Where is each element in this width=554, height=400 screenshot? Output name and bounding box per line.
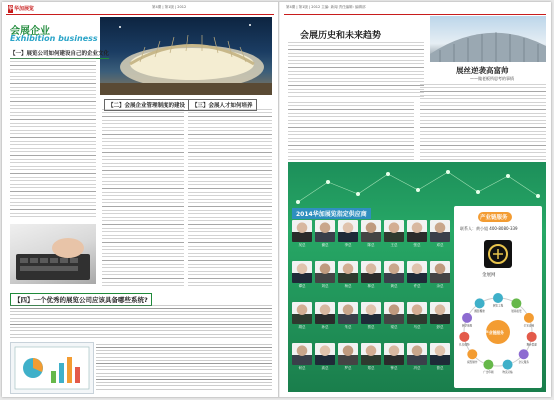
portrait-name: 张总	[413, 243, 421, 247]
portrait-photo	[338, 302, 358, 324]
supplier-portrait	[361, 343, 381, 371]
masthead-logo	[8, 4, 35, 13]
history-article-body	[288, 42, 424, 97]
left-page	[2, 2, 278, 397]
industry-chain-panel	[454, 206, 542, 388]
chain-node-label: 摄影摄像	[474, 309, 485, 313]
supplier-portrait	[430, 220, 450, 248]
building-photo	[430, 16, 546, 62]
portrait-name: 彭总	[436, 325, 444, 329]
portrait-photo	[292, 302, 312, 324]
supplier-portrait	[315, 302, 335, 330]
supplier-portrait	[338, 343, 358, 371]
portrait-name: 朱总	[344, 325, 352, 329]
article-2-body	[102, 109, 184, 289]
portrait-photo	[407, 220, 427, 242]
article-4-title: 【四】一个优秀的展览公司应该具备哪些系统?	[10, 293, 152, 306]
chain-title: 产业链服务	[480, 215, 508, 221]
portrait-name: 梁总	[390, 325, 398, 329]
supplier-portrait	[407, 302, 427, 330]
portrait-name: 余总	[436, 284, 444, 288]
article-4-body-continued	[96, 344, 272, 392]
supplier-portrait	[315, 343, 335, 371]
keyboard-photo	[10, 224, 96, 284]
portrait-name: 杨总	[344, 284, 352, 288]
chain-node-label: 舞台搭建	[526, 343, 537, 347]
portrait-name: 高总	[321, 366, 329, 370]
chain-logo-text: 金展网	[482, 273, 496, 278]
chain-node-label: 广告印刷	[483, 371, 494, 375]
chain-node	[519, 349, 529, 359]
supplier-portrait	[292, 343, 312, 371]
supplier-portrait	[292, 220, 312, 248]
portrait-photo	[430, 302, 450, 324]
chain-node	[503, 360, 513, 370]
left-page-header: 第4期 | 第1版 | 2012	[152, 5, 187, 9]
chain-node	[475, 298, 485, 308]
stadium-photo	[100, 17, 272, 95]
article-4-body	[10, 305, 272, 340]
portrait-photo	[292, 261, 312, 283]
portrait-name: 郑总	[367, 366, 375, 370]
portrait-photo	[361, 261, 381, 283]
chain-node-label: 展览工程	[492, 304, 504, 308]
portrait-name: 孙总	[321, 325, 329, 329]
portrait-photo	[338, 343, 358, 365]
section-title: 会展企业	[10, 26, 50, 37]
portrait-photo	[292, 220, 312, 242]
newspaper-spread	[2, 2, 551, 397]
supplier-banner	[288, 162, 546, 392]
chain-node	[462, 313, 472, 323]
article-2-title: 【二】会展企业管理制度的建设	[104, 99, 189, 111]
portrait-photo	[315, 220, 335, 242]
portrait-name: 何总	[298, 366, 306, 370]
chain-contact: 联系人：黄小姐 400-8080-339	[460, 226, 518, 231]
article-3-title: 【三】会展人才如何培养	[188, 99, 257, 111]
portrait-photo	[430, 343, 450, 365]
chain-node	[467, 349, 477, 359]
supplier-portrait	[430, 261, 450, 289]
portrait-name: 冯总	[413, 366, 421, 370]
section-subtitle: Exhibition business	[10, 34, 98, 43]
supplier-portrait	[407, 220, 427, 248]
portrait-name: 曾总	[436, 366, 444, 370]
supplier-portrait	[338, 302, 358, 330]
portrait-photo	[430, 261, 450, 283]
supplier-portrait	[292, 302, 312, 330]
chain-node-label: 灯光音响	[523, 324, 535, 328]
portrait-photo	[384, 261, 404, 283]
headline: 会展历史和未来趋势	[300, 31, 382, 41]
history-article-body-2	[288, 102, 414, 160]
portrait-name: 王总	[390, 243, 398, 247]
supplier-portrait	[407, 343, 427, 371]
right-page-header: 第4期 | 第1版 | 2012 主编: 新闻 责任编辑: 编辑部	[286, 5, 366, 9]
portrait-name: 谢总	[321, 243, 329, 247]
portrait-photo	[430, 220, 450, 242]
supplier-portrait	[315, 220, 335, 248]
gold-emblem-icon	[484, 240, 512, 268]
portrait-name: 邓总	[436, 243, 444, 247]
supplier-portrait	[361, 302, 381, 330]
article-1-body	[10, 58, 96, 218]
supplier-portrait	[407, 261, 427, 289]
chain-node-label: 会议服务	[518, 360, 529, 364]
supplier-portrait	[430, 302, 450, 330]
chain-node-label: 展会策划	[461, 324, 473, 328]
chain-node-label: 模型制作	[467, 360, 478, 364]
chain-center-label: 产业链服务	[485, 330, 504, 335]
portrait-photo	[361, 343, 381, 365]
chain-node	[524, 313, 534, 323]
portrait-photo	[338, 220, 358, 242]
portrait-name: 谭总	[298, 284, 306, 288]
supplier-portrait	[384, 302, 404, 330]
chain-node	[459, 332, 469, 342]
header-rule	[284, 14, 546, 15]
portrait-photo	[407, 343, 427, 365]
portrait-photo	[315, 261, 335, 283]
portrait-name: 林总	[367, 284, 375, 288]
keyboard-hand-illustration	[10, 224, 96, 284]
portrait-photo	[384, 343, 404, 365]
portrait-photo	[361, 302, 381, 324]
chain-node-label: 礼仪模特	[459, 343, 470, 347]
portrait-photo	[407, 302, 427, 324]
portrait-name: 李总	[344, 243, 352, 247]
supplier-portrait	[361, 220, 381, 248]
supplier-portrait	[338, 261, 358, 289]
right-page	[280, 2, 551, 397]
chain-node	[493, 293, 503, 303]
portrait-name: 许总	[413, 284, 421, 288]
supplier-portrait	[315, 261, 335, 289]
portrait-photo	[315, 302, 335, 324]
portrait-name: 罗总	[344, 366, 352, 370]
portrait-photo	[361, 220, 381, 242]
quote-title: 展丝逆袭高富帅	[456, 66, 509, 75]
portrait-name: 刘总	[321, 284, 329, 288]
chain-emblem	[484, 240, 512, 268]
supplier-portrait	[361, 261, 381, 289]
portrait-name: 吴总	[298, 243, 306, 247]
building-illustration	[430, 16, 546, 62]
supplier-ribbon: 2014华加展览指定供应商	[292, 208, 371, 219]
article-1-title: 【一】展览公司如何建设自己的企业文化	[10, 51, 110, 57]
chain-node	[483, 360, 493, 370]
logo-mark-icon: 华	[8, 6, 14, 12]
chain-node-label: 物流运输	[502, 371, 513, 375]
logo-text: 华加展览	[14, 6, 35, 12]
chain-node-label: 展具租赁	[511, 309, 522, 313]
supplier-portrait	[384, 220, 404, 248]
portrait-photo	[338, 261, 358, 283]
supplier-portrait	[384, 343, 404, 371]
supplier-portrait	[292, 261, 312, 289]
dashboard-illustration	[10, 342, 94, 394]
portrait-name: 马总	[413, 325, 421, 329]
quote-article-body	[420, 84, 546, 160]
portrait-name: 蔡总	[367, 325, 375, 329]
supplier-portrait	[384, 261, 404, 289]
dashboard-charts-icon	[11, 343, 93, 393]
portrait-photo	[384, 220, 404, 242]
article-3-body	[188, 109, 272, 289]
supplier-portrait	[338, 220, 358, 248]
portrait-name: 黄总	[390, 284, 398, 288]
portrait-name: 钟总	[390, 366, 398, 370]
portrait-photo	[407, 261, 427, 283]
chain-node	[527, 332, 537, 342]
portrait-name: 陈总	[367, 243, 375, 247]
quote-subtitle: ——做老板所思考的事情	[470, 76, 514, 81]
chain-node	[511, 298, 521, 308]
header-rule	[6, 14, 274, 15]
supplier-portrait	[430, 343, 450, 371]
portrait-photo	[384, 302, 404, 324]
portrait-photo	[292, 343, 312, 365]
stadium-illustration	[100, 17, 272, 95]
portrait-name: 胡总	[298, 325, 306, 329]
portrait-photo	[315, 343, 335, 365]
